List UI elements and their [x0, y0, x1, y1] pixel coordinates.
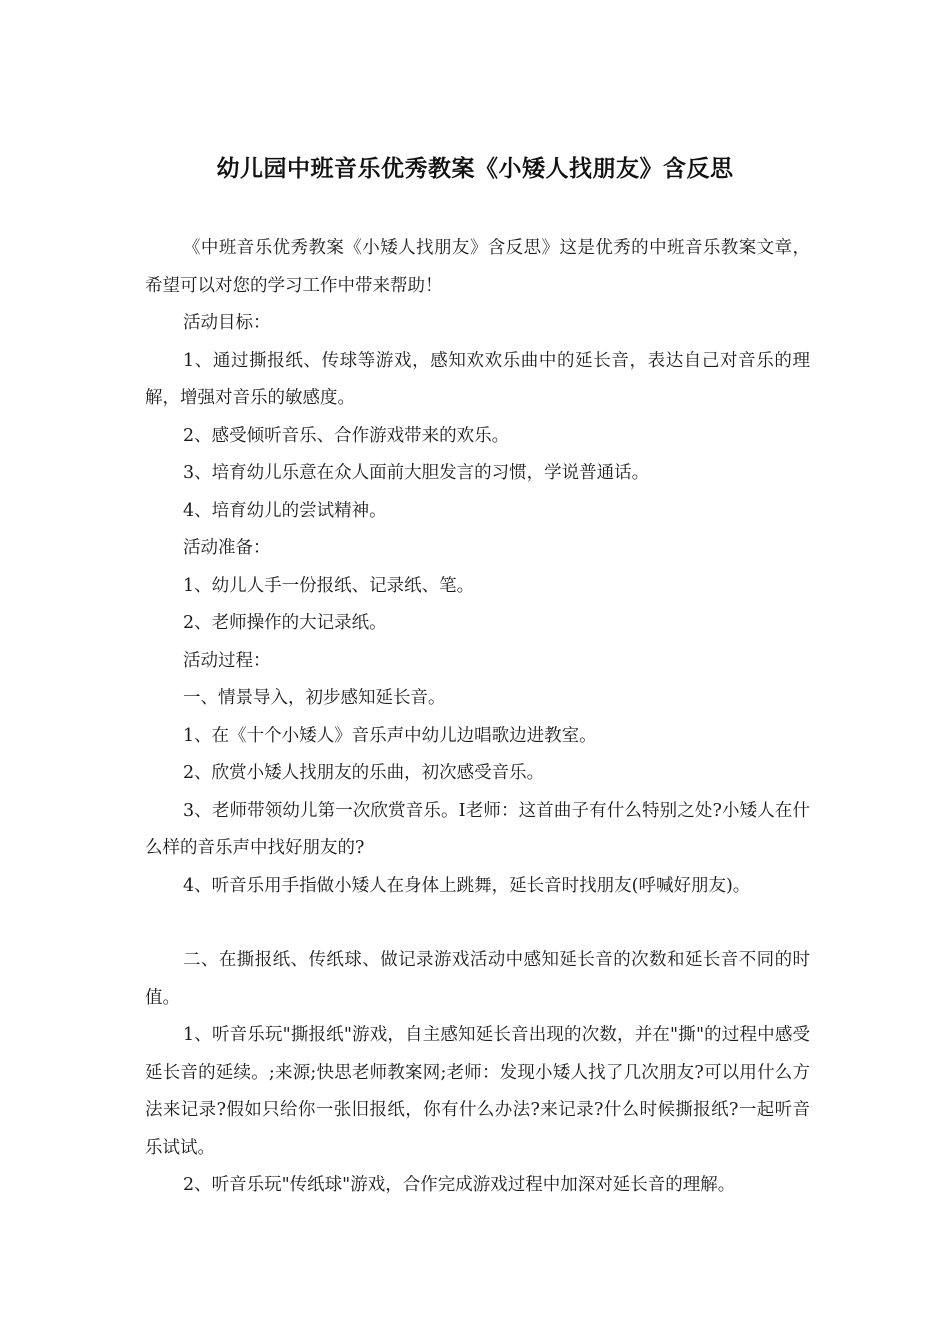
paragraph-gap [145, 905, 810, 942]
process-item: 2、欣赏小矮人找朋友的乐曲，初次感受音乐。 [183, 763, 545, 783]
process-item: 1、听音乐玩"撕报纸"游戏，自主感知延长音出现的次数，并在"撕"的过程中感受延长音的延续。;来源;快思老师教案网;老师：发现小矮人找了几次朋友?可以用什么方法来记录?假如只给你一张旧报纸，你有什么办法?来记录?什么时候撕报纸?一起听音乐试试。 [145, 1025, 810, 1158]
process-item: 1、在《十个小矮人》音乐声中幼儿边唱歌边进教室。 [183, 725, 597, 746]
goal-item: 2、感受倾听音乐、合作游戏带来的欢乐。 [183, 425, 510, 446]
intro-paragraph: 《中班音乐优秀教案《小矮人找朋友》含反思》这是优秀的中班音乐教案文章，希望可以对您的学习工作中带来帮助！ [145, 238, 810, 296]
goal-item: 1、通过撕报纸、传球等游戏，感知欢欢乐曲中的延长音，表达自己对音乐的理解，增强对音乐的敏感度。 [145, 350, 810, 408]
section-heading-preparation: 活动准备： [183, 538, 271, 558]
process-step-heading: 二、在撕报纸、传纸球、做记录游戏活动中感知延长音的次数和延长音不同的时值。 [145, 950, 810, 1008]
preparation-item: 2、老师操作的大记录纸。 [183, 613, 387, 633]
section-heading-process: 活动过程： [183, 650, 271, 671]
goal-item: 3、培育幼儿乐意在众人面前大胆发言的习惯，学说普通话。 [183, 463, 650, 483]
process-item: 4、听音乐用手指做小矮人在身体上跳舞，延长音时找朋友(呼喊好朋友)。 [183, 875, 751, 896]
document-body [145, 230, 810, 1205]
process-step-heading: 一、情景导入，初步感知延长音。 [183, 688, 446, 708]
document-title: 幼儿园中班音乐优秀教案《小矮人找朋友》含反思 [216, 156, 734, 182]
preparation-item: 1、幼儿人手一份报纸、记录纸、笔。 [183, 575, 475, 596]
process-item: 3、老师带领幼儿第一次欣赏音乐。I老师：这首曲子有什么特别之处?小矮人在什么样的音乐声中找好朋友的? [145, 800, 810, 858]
process-item: 2、听音乐玩"传纸球"游戏，合作完成游戏过程中加深对延长音的理解。 [183, 1175, 736, 1195]
section-heading-goals: 活动目标： [183, 313, 271, 333]
goal-item: 4、培育幼儿的尝试精神。 [183, 500, 387, 521]
